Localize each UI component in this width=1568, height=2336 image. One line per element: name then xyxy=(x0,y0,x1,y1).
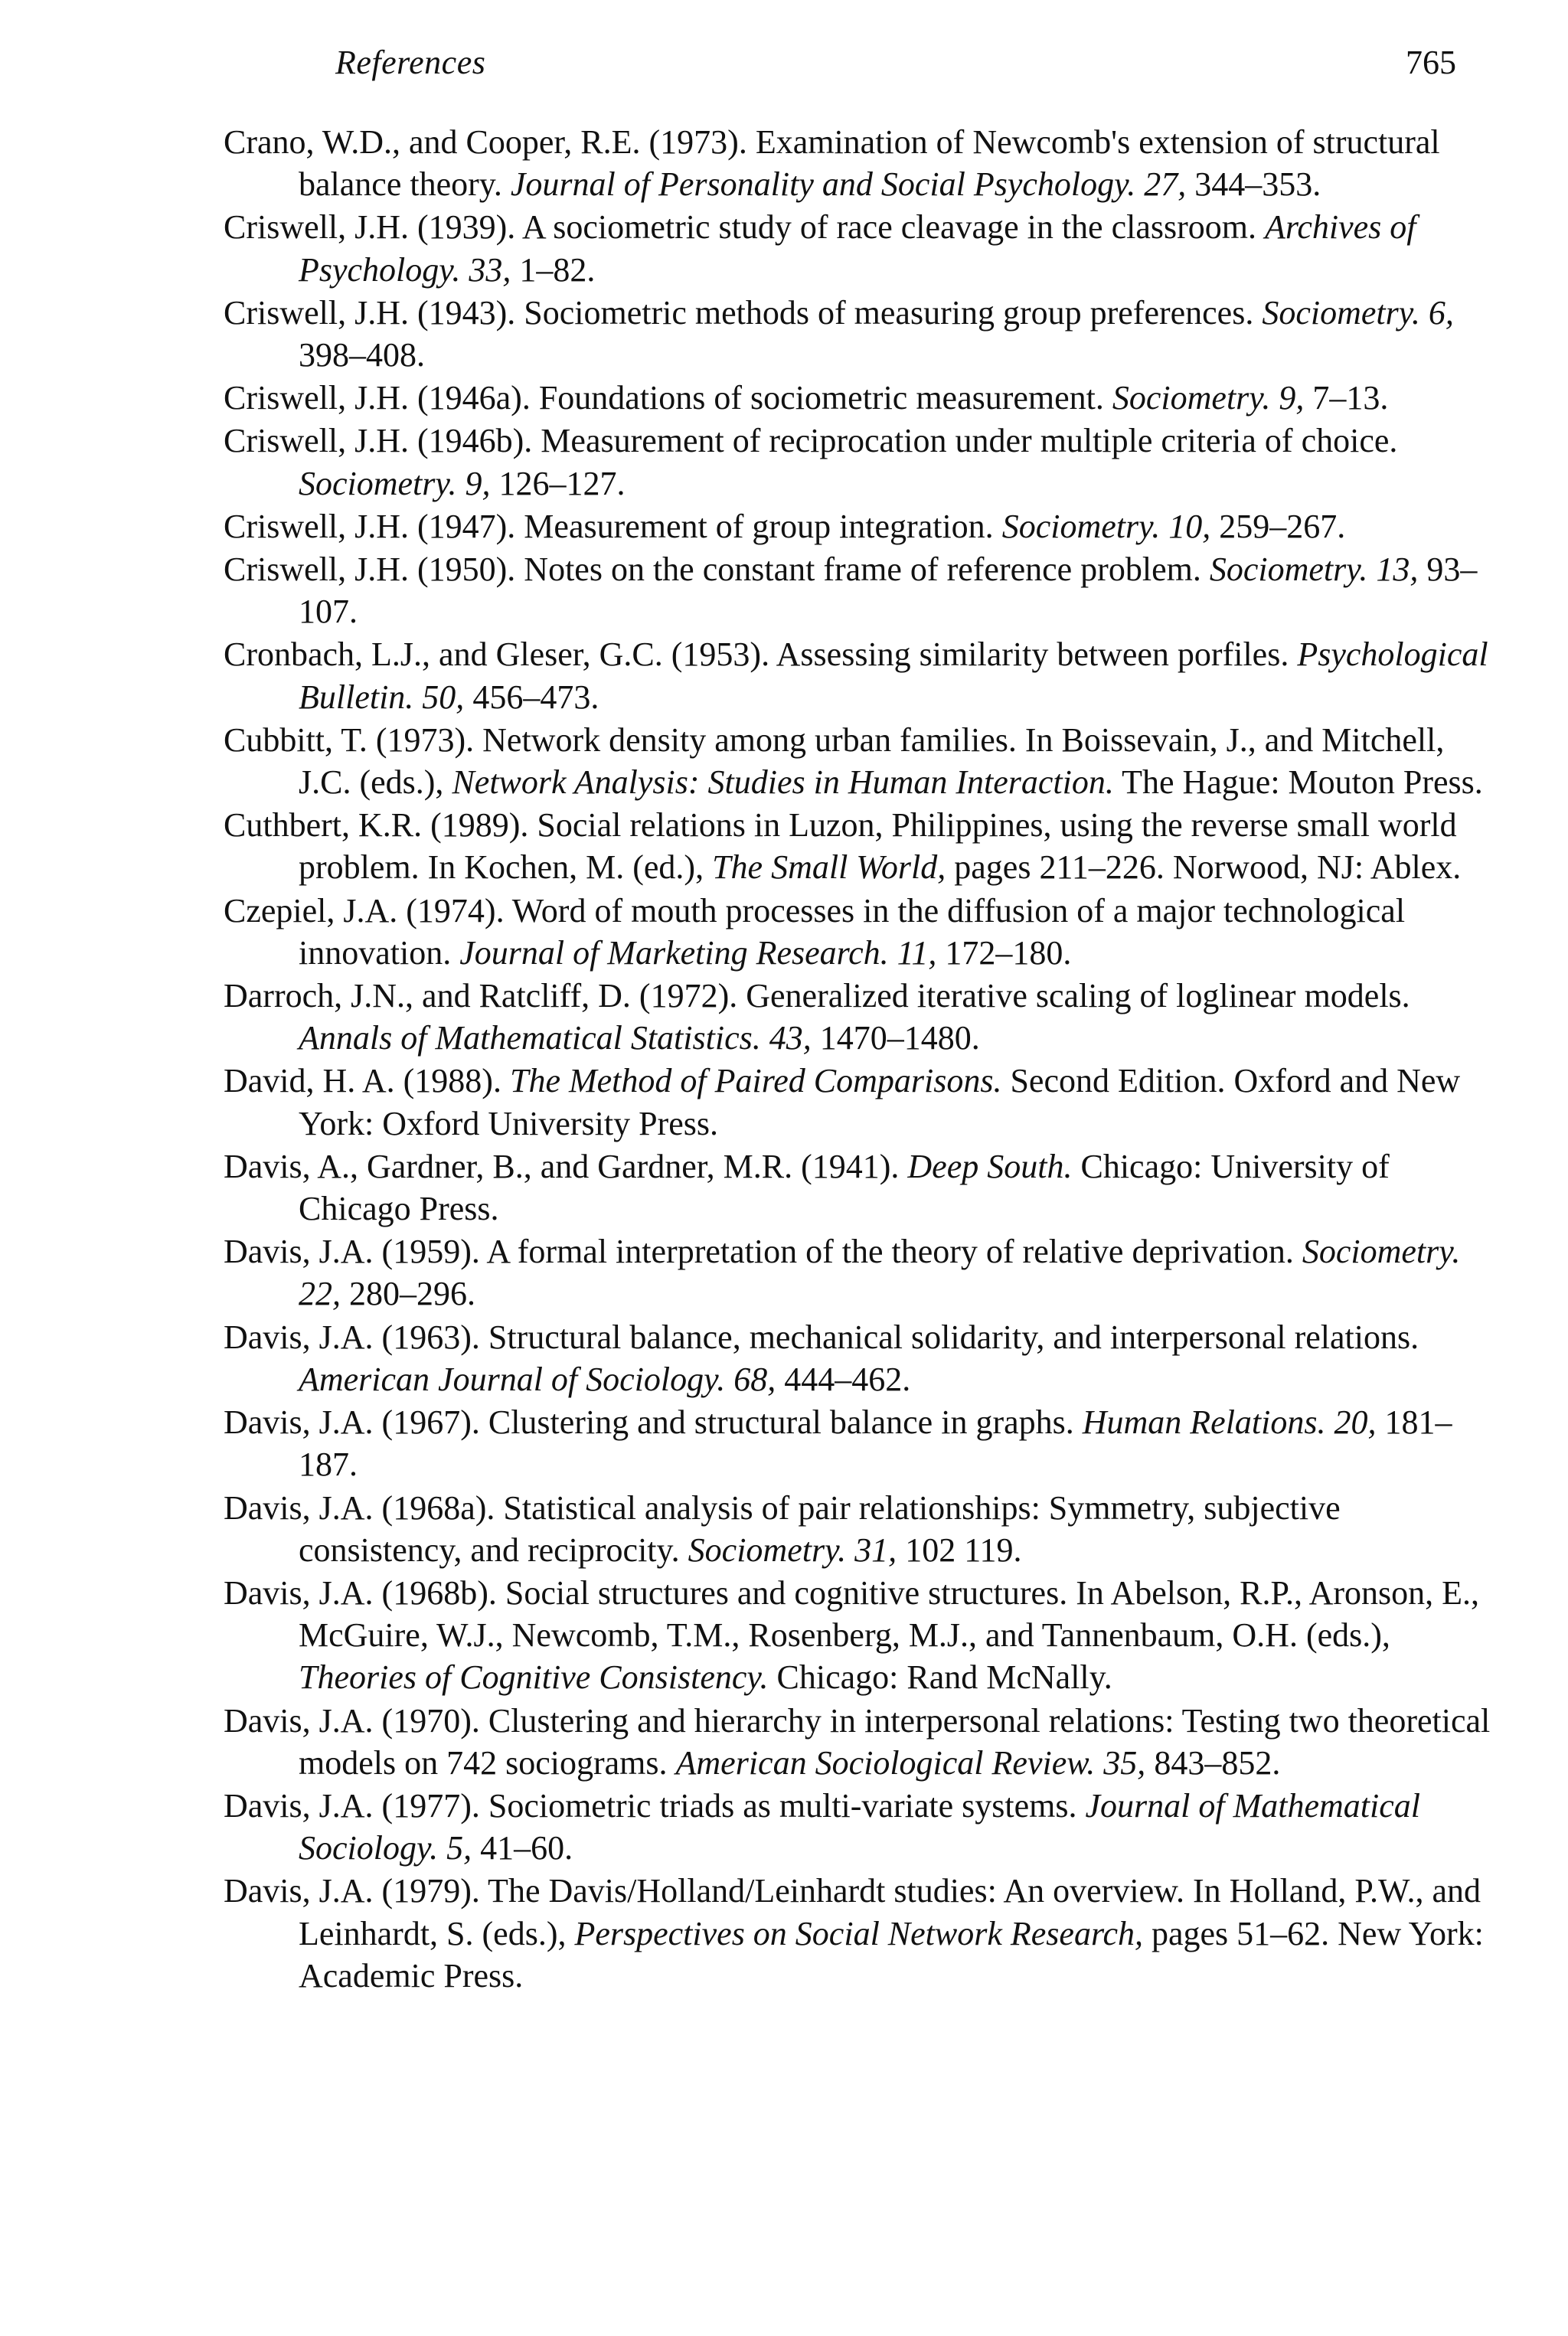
reference-entry xyxy=(224,1230,1494,1315)
reference-source-italic: Sociometry. 31, xyxy=(688,1531,897,1569)
reference-source-italic: American Sociological Review. 35, xyxy=(675,1743,1146,1782)
reference-text: Criswell, J.H. (1946b). Measurement of reciprocation under multiple criteria of choice. xyxy=(224,422,1398,460)
reference-text: Davis, J.A. (1979). The Davis/Holland/Leinhardt studies: An overview. In Holland, P.W., and Leinhardt, S. (eds.), xyxy=(224,1872,1481,1952)
reference-source-italic: Sociometry. 13, xyxy=(1209,551,1419,589)
reference-source-italic: Sociometry. 10, xyxy=(1001,507,1211,545)
reference-source-italic: Annals of Mathematical Statistics. 43, xyxy=(299,1019,812,1057)
reference-source-italic: Journal of Mathematical Sociology. 5, xyxy=(299,1786,1420,1867)
running-head: References xyxy=(335,44,486,81)
reference-entry xyxy=(224,548,1494,632)
reference-text: Czepiel, J.A. (1974). Word of mouth processes in the diffusion of a major technological innovation. xyxy=(224,891,1406,972)
page-number: 765 xyxy=(1406,44,1456,81)
reference-text: 344–353. xyxy=(1186,165,1321,204)
reference-text: David, H. A. (1988). xyxy=(224,1062,510,1100)
reference-source-italic: Theories of Cognitive Consistency. xyxy=(299,1658,769,1697)
reference-text: Davis, A., Gardner, B., and Gardner, M.R. (1941). xyxy=(224,1147,908,1185)
reference-text: Davis, J.A. (1970). Clustering and hierarchy in interpersonal relations: Testing two theoretical models on 742 sociograms. xyxy=(224,1701,1491,1782)
reference-text: Criswell, J.H. (1943). Sociometric methods of measuring group preferences. xyxy=(224,293,1263,332)
reference-text: Criswell, J.H. (1950). Notes on the constant frame of reference problem. xyxy=(224,551,1210,589)
reference-source-italic: Sociometry. 9, xyxy=(1112,379,1305,417)
reference-entry xyxy=(224,377,1494,419)
reference-text: Davis, J.A. (1968b). Social structures and cognitive structures. In Abelson, R.P., Aronson, E., McGuire, W.J., Newcomb, T.M., Rosenberg, M.J., and Tannenbaum, O.H. (eds.), xyxy=(224,1573,1480,1655)
reference-entry xyxy=(224,505,1494,547)
reference-list xyxy=(224,121,1494,1998)
reference-text: Davis, J.A. (1968a). Statistical analysis of pair relationships: Symmetry, subjective consistency, and reciprocity. xyxy=(224,1488,1341,1569)
reference-text: Cuthbert, K.R. (1989). Social relations in Luzon, Philippines, using the reverse small world problem. In Kochen, M. (ed.), xyxy=(224,806,1457,887)
reference-text: 126–127. xyxy=(490,464,626,502)
reference-source-italic: Sociometry. 9, xyxy=(299,464,491,502)
reference-text: 843–852. xyxy=(1145,1743,1281,1782)
reference-source-italic: The Small World, xyxy=(712,848,946,887)
reference-text: 1–82. xyxy=(511,250,596,289)
reference-entry xyxy=(224,1487,1494,1571)
reference-entry xyxy=(224,206,1494,290)
reference-entry xyxy=(224,1316,1494,1400)
reference-text: Crano, W.D., and Cooper, R.E. (1973). Examination of Newcomb's extension of structural balance theory. xyxy=(224,123,1440,204)
reference-text: 456–473. xyxy=(464,678,599,716)
reference-text: 1470–1480. xyxy=(811,1019,980,1057)
reference-text: 259–267. xyxy=(1210,507,1346,545)
reference-text: 7–13. xyxy=(1304,379,1389,417)
reference-text: Davis, J.A. (1963). Structural balance, mechanical solidarity, and interpersonal relations. xyxy=(224,1318,1419,1356)
reference-entry xyxy=(224,1785,1494,1869)
reference-text: Chicago: Rand McNally. xyxy=(768,1658,1112,1697)
reference-text: Criswell, J.H. (1947). Measurement of group integration. xyxy=(224,507,1002,545)
reference-text: 41–60. xyxy=(472,1829,573,1867)
reference-text: Chicago: University of Chicago Press. xyxy=(299,1147,1390,1228)
reference-text: Cubbitt, T. (1973). Network density among urban families. In Boissevain, J., and Mitchell, J.C. (eds.), xyxy=(224,720,1445,802)
reference-text: 398–408. xyxy=(299,336,425,374)
reference-source-italic: Archives of Psychology. 33, xyxy=(299,208,1416,289)
reference-entry xyxy=(224,1870,1494,1997)
reference-entry xyxy=(224,1060,1494,1144)
reference-source-italic: Perspectives on Social Network Research, xyxy=(574,1914,1143,1952)
reference-text: Cronbach, L.J., and Gleser, G.C. (1953). Assessing similarity between porfiles. xyxy=(224,635,1298,674)
reference-source-italic: Deep South. xyxy=(907,1147,1073,1185)
reference-entry xyxy=(224,121,1494,205)
reference-source-italic: Network Analysis: Studies in Human Interaction. xyxy=(452,763,1114,802)
reference-entry xyxy=(224,804,1494,888)
reference-text: pages 211–226. Norwood, NJ: Ablex. xyxy=(946,848,1462,887)
reference-source-italic: The Method of Paired Comparisons. xyxy=(509,1062,1002,1100)
reference-entry xyxy=(224,1700,1494,1784)
reference-text: 444–462. xyxy=(776,1360,911,1398)
reference-source-italic: Sociometry. 22, xyxy=(299,1233,1461,1313)
reference-text: Darroch, J.N., and Ratcliff, D. (1972). Generalized iterative scaling of loglinear models. xyxy=(224,977,1410,1015)
reference-entry xyxy=(224,633,1494,717)
reference-text: The Hague: Mouton Press. xyxy=(1113,763,1483,802)
reference-text: 280–296. xyxy=(341,1275,475,1313)
reference-entry xyxy=(224,890,1494,974)
reference-text: 181–187. xyxy=(299,1403,1452,1484)
reference-text: 102 119. xyxy=(897,1531,1022,1569)
reference-text: pages 51–62. New York: Academic Press. xyxy=(299,1914,1484,1995)
reference-text: Criswell, J.H. (1946a). Foundations of sociometric measurement. xyxy=(224,379,1112,417)
reference-source-italic: Sociometry. 6, xyxy=(1262,293,1454,332)
reference-text: Davis, J.A. (1967). Clustering and structural balance in graphs. xyxy=(224,1403,1083,1442)
reference-text: Criswell, J.H. (1939). A sociometric study of race cleavage in the classroom. xyxy=(224,208,1265,247)
reference-source-italic: American Journal of Sociology. 68, xyxy=(299,1360,776,1398)
reference-source-italic: Psychological Bulletin. 50, xyxy=(299,635,1488,716)
reference-text: 172–180. xyxy=(936,933,1072,972)
reference-entry xyxy=(224,719,1494,803)
reference-text: Second Edition. Oxford and New York: Oxford University Press. xyxy=(299,1062,1461,1142)
reference-entry xyxy=(224,292,1494,376)
reference-entry xyxy=(224,1145,1494,1230)
reference-entry xyxy=(224,1572,1494,1699)
reference-source-italic: Journal of Personality and Social Psychology. 27, xyxy=(510,165,1187,204)
reference-text: 93–107. xyxy=(299,551,1478,631)
reference-source-italic: Journal of Marketing Research. 11, xyxy=(459,933,937,972)
reference-text: Davis, J.A. (1977). Sociometric triads as multi-variate systems. xyxy=(224,1786,1086,1825)
reference-source-italic: Human Relations. 20, xyxy=(1082,1403,1377,1442)
reference-text: Davis, J.A. (1959). A formal interpretation of the theory of relative deprivation. xyxy=(224,1233,1302,1271)
reference-entry xyxy=(224,975,1494,1059)
reference-entry xyxy=(224,420,1494,504)
reference-entry xyxy=(224,1401,1494,1485)
